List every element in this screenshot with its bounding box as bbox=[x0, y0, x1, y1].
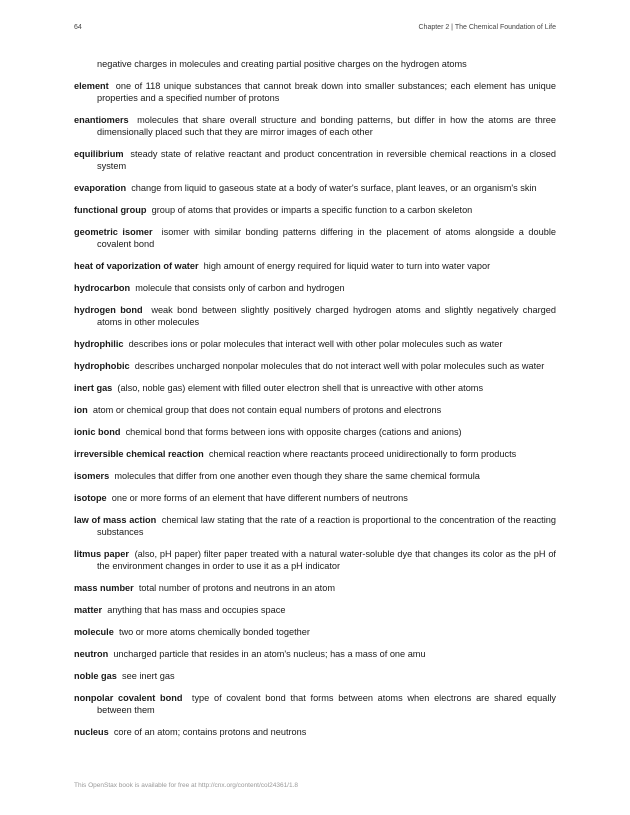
glossary-entry bbox=[74, 304, 556, 328]
glossary-term: inert gas bbox=[74, 383, 113, 393]
glossary-term: law of mass action bbox=[74, 515, 157, 525]
glossary-definition: two or more atoms chemically bonded together bbox=[118, 627, 310, 637]
glossary-entry bbox=[74, 260, 556, 272]
glossary-term: ionic bond bbox=[74, 427, 121, 437]
glossary-entry bbox=[74, 726, 556, 738]
glossary-term: equilibrium bbox=[74, 149, 124, 159]
glossary-definition: total number of protons and neutrons in an atom bbox=[138, 583, 335, 593]
glossary-entry bbox=[74, 604, 556, 616]
glossary-term: heat of vaporization of water bbox=[74, 261, 199, 271]
glossary-entry bbox=[74, 470, 556, 482]
glossary-definition: molecules that differ from one another even though they share the same chemical formula bbox=[114, 471, 480, 481]
glossary-definition: molecules that share overall structure and bonding patterns, but differ in how the atoms are three dimensionally placed such that they are mirror images of each other bbox=[97, 115, 556, 137]
glossary-definition: one of 118 unique substances that cannot break down into smaller substances; each element has unique properties and a specified number of protons bbox=[97, 81, 557, 103]
glossary-entry bbox=[74, 626, 556, 638]
glossary-term: isomers bbox=[74, 471, 110, 481]
glossary-entry bbox=[74, 648, 556, 660]
glossary-entry bbox=[74, 448, 556, 460]
glossary-term: functional group bbox=[74, 205, 147, 215]
glossary-definition: chemical law stating that the rate of a reaction is proportional to the concentration of the reacting substances bbox=[97, 515, 556, 537]
glossary-definition: (also, pH paper) filter paper treated with a natural water-soluble dye that changes its color as the pH of the environment changes in order to use it as a pH indicator bbox=[97, 549, 556, 571]
glossary-definition: uncharged particle that resides in an atom's nucleus; has a mass of one amu bbox=[113, 649, 426, 659]
page-footer: This OpenStax book is available for free at http://cnx.org/content/col24361/1.8 bbox=[74, 782, 299, 789]
glossary-term: neutron bbox=[74, 649, 109, 659]
glossary-term: irreversible chemical reaction bbox=[74, 449, 204, 459]
glossary-definition: anything that has mass and occupies space bbox=[107, 605, 286, 615]
glossary-entry bbox=[74, 548, 556, 572]
glossary-definition: atom or chemical group that does not contain equal numbers of protons and electrons bbox=[92, 405, 442, 415]
glossary-term: hydrophilic bbox=[74, 339, 124, 349]
glossary-definition: core of an atom; contains protons and neutrons bbox=[113, 727, 307, 737]
glossary-definition: molecule that consists only of carbon and hydrogen bbox=[135, 283, 345, 293]
glossary-definition: steady state of relative reactant and product concentration in reversible chemical reactions in a closed system bbox=[97, 149, 556, 171]
page-header bbox=[74, 24, 556, 36]
glossary-entry bbox=[74, 382, 556, 394]
glossary-term: mass number bbox=[74, 583, 134, 593]
glossary-definition: chemical reaction where reactants proceed unidirectionally to form products bbox=[208, 449, 517, 459]
glossary-definition: isomer with similar bonding patterns differing in the placement of atoms alongside a double covalent bond bbox=[97, 227, 556, 249]
glossary-definition: weak bond between slightly positively charged hydrogen atoms and slightly negatively charged atoms in other molecules bbox=[97, 305, 556, 327]
glossary-entry bbox=[74, 282, 556, 294]
page-number: 64 bbox=[74, 24, 82, 31]
glossary-entry bbox=[74, 80, 556, 104]
glossary-term: geometric isomer bbox=[74, 227, 153, 237]
glossary-term: element bbox=[74, 81, 109, 91]
glossary-term: isotope bbox=[74, 493, 107, 503]
glossary-entry bbox=[74, 204, 556, 216]
glossary-entry bbox=[74, 114, 556, 138]
glossary-entry bbox=[74, 182, 556, 194]
glossary-term: matter bbox=[74, 605, 103, 615]
glossary-term: nucleus bbox=[74, 727, 109, 737]
glossary-definition: describes uncharged nonpolar molecules that do not interact well with polar molecules such as water bbox=[134, 361, 545, 371]
glossary-entry bbox=[74, 148, 556, 172]
glossary-term: noble gas bbox=[74, 671, 117, 681]
chapter-title: Chapter 2 | The Chemical Foundation of Life bbox=[418, 24, 556, 31]
glossary-continuation: negative charges in molecules and creating partial positive charges on the hydrogen atoms bbox=[97, 59, 467, 69]
glossary-term: molecule bbox=[74, 627, 114, 637]
glossary-entry bbox=[74, 692, 556, 716]
glossary-term: litmus paper bbox=[74, 549, 129, 559]
glossary-entry bbox=[74, 226, 556, 250]
glossary-definition: chemical bond that forms between ions with opposite charges (cations and anions) bbox=[125, 427, 462, 437]
glossary-term: enantiomers bbox=[74, 115, 129, 125]
glossary-term: nonpolar covalent bond bbox=[74, 693, 183, 703]
glossary-entry bbox=[74, 514, 556, 538]
glossary-entry bbox=[74, 426, 556, 438]
glossary-definition: high amount of energy required for liquid water to turn into water vapor bbox=[203, 261, 491, 271]
glossary-definition: one or more forms of an element that have different numbers of neutrons bbox=[111, 493, 408, 503]
glossary-entry bbox=[74, 404, 556, 416]
glossary bbox=[74, 58, 556, 748]
glossary-entry bbox=[74, 492, 556, 504]
glossary-entries bbox=[74, 80, 556, 738]
glossary-entry bbox=[74, 670, 556, 682]
glossary-term: evaporation bbox=[74, 183, 127, 193]
glossary-definition: change from liquid to gaseous state at a body of water's surface, plant leaves, or an organism's skin bbox=[131, 183, 537, 193]
glossary-term: hydrophobic bbox=[74, 361, 130, 371]
glossary-term: hydrogen bond bbox=[74, 305, 143, 315]
glossary-definition: group of atoms that provides or imparts a specific function to a carbon skeleton bbox=[151, 205, 473, 215]
glossary-entry bbox=[74, 338, 556, 350]
glossary-definition: type of covalent bond that forms between atoms when electrons are shared equally between them bbox=[97, 693, 556, 715]
glossary-term: ion bbox=[74, 405, 88, 415]
glossary-entry bbox=[74, 582, 556, 594]
glossary-term: hydrocarbon bbox=[74, 283, 131, 293]
glossary-entry bbox=[74, 360, 556, 372]
glossary-definition: (also, noble gas) element with filled outer electron shell that is unreactive with other atoms bbox=[117, 383, 484, 393]
glossary-definition: describes ions or polar molecules that interact well with other polar molecules such as water bbox=[128, 339, 503, 349]
glossary-definition: see inert gas bbox=[122, 671, 175, 681]
